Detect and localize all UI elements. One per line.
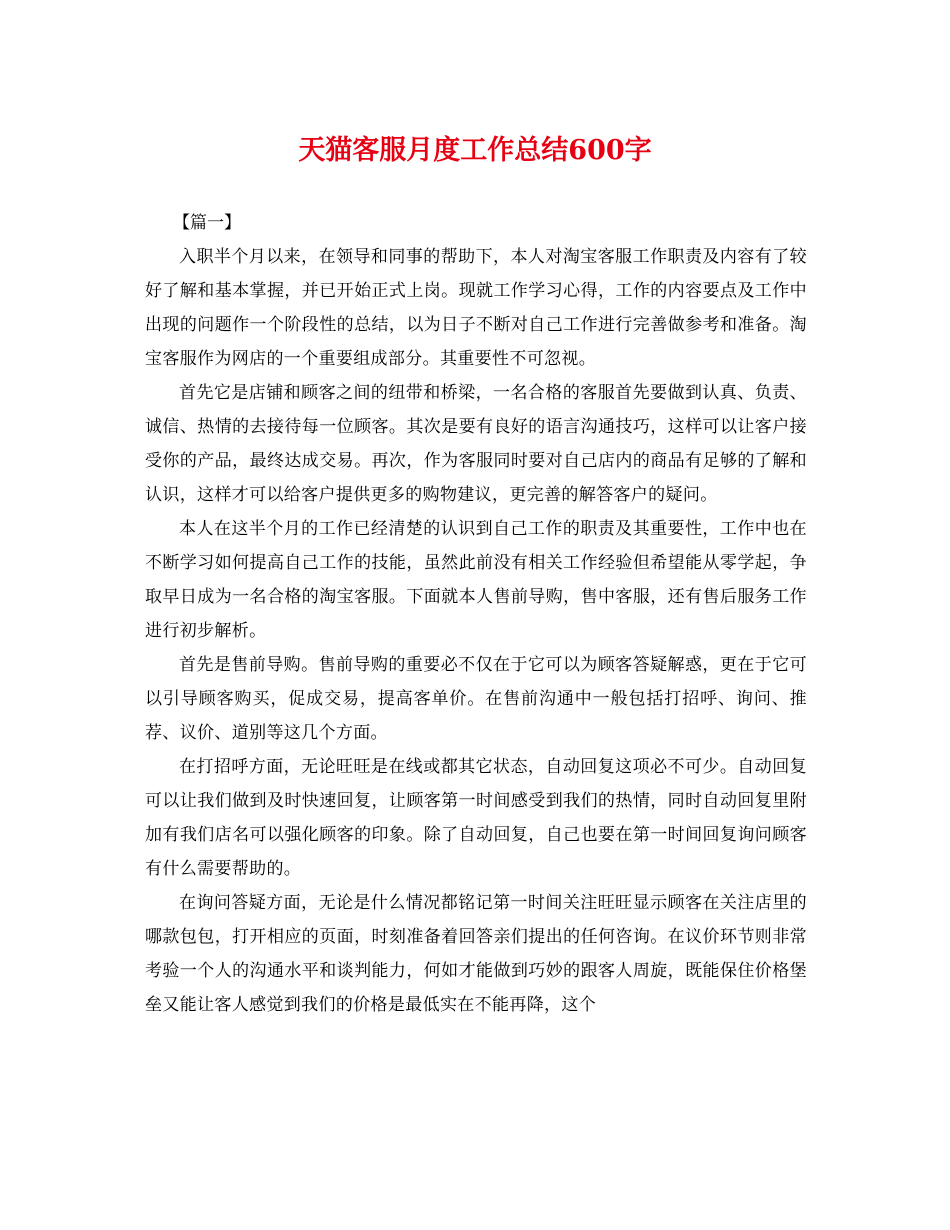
paragraph-6: 在询问答疑方面，无论是什么情况都铭记第一时间关注旺旺显示顾客在关注店里的哪款包包，打开相应的页面，时刻准备着回答亲们提出的任何咨询。在议价环节则非常考验一个人的沟通水平和谈判能力，何如才能做到巧妙的跟客人周旋，既能保住价格堡垒又能让客人感觉到我们的价格是最低实在不能再降，这个 xyxy=(145,893,807,1015)
document-title: 天猫客服月度工作总结600字 xyxy=(298,135,652,166)
document-body xyxy=(145,206,807,1022)
section-label: 【篇一】 xyxy=(173,213,241,233)
paragraph-5: 在打招呼方面，无论旺旺是在线或都其它状态，自动回复这项必不可少。自动回复可以让我们做到及时快速回复，让顾客第一时间感受到我们的热情，同时自动回复里附加有我们店名可以强化顾客的印象。除了自动回复，自己也要在第一时间回复询问顾客有什么需要帮助的。 xyxy=(145,757,807,879)
paragraph-4: 首先是售前导购。售前导购的重要必不仅在于它可以为顾客答疑解惑，更在于它可以引导顾客购买，促成交易，提高客单价。在售前沟通中一般包括打招呼、询问、推荐、议价、道别等这几个方面。 xyxy=(145,655,807,743)
paragraph-2: 首先它是店铺和顾客之间的纽带和桥梁，一名合格的客服首先要做到认真、负责、诚信、热情的去接待每一位顾客。其次是要有良好的语言沟通技巧，这样可以让客户接受你的产品，最终达成交易。再次，作为客服同时要对自己店内的商品有足够的了解和认识，这样才可以给客户提供更多的购物建议，更完善的解答客户的疑问。 xyxy=(145,383,807,505)
paragraph-1: 入职半个月以来，在领导和同事的帮助下，本人对淘宝客服工作职责及内容有了较好了解和基本掌握，并已开始正式上岗。现就工作学习心得，工作的内容要点及工作中出现的问题作一个阶段性的总结，以为日子不断对自己工作进行完善做参考和准备。淘宝客服作为网店的一个重要组成部分。其重要性不可忽视。 xyxy=(145,247,807,369)
paragraph-3: 本人在这半个月的工作已经清楚的认识到自己工作的职责及其重要性，工作中也在不断学习如何提高自己工作的技能，虽然此前没有相关工作经验但希望能从零学起，争取早日成为一名合格的淘宝客服。下面就本人售前导购，售中客服，还有售后服务工作进行初步解析。 xyxy=(145,519,807,641)
